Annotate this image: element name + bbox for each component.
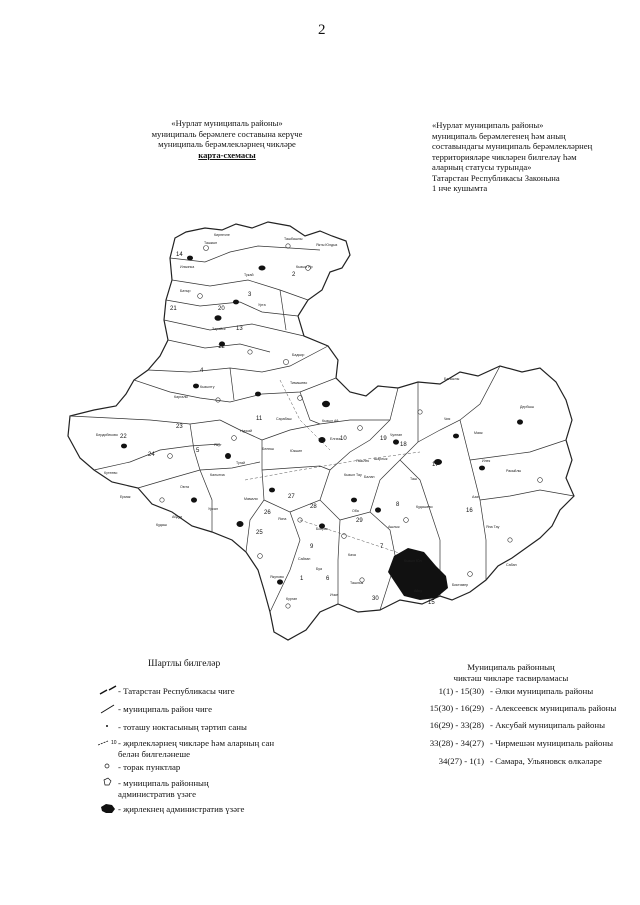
- district-number: 6: [326, 576, 330, 582]
- place-label: Оюта: [180, 485, 190, 489]
- district-number: 20: [218, 306, 225, 312]
- district-number: 25: [256, 530, 263, 536]
- place-label: Ясна: [278, 517, 287, 521]
- place-label: Кызыл Тау: [344, 473, 362, 477]
- district-center-symbol: [98, 776, 120, 790]
- place-label: Кудаш: [156, 523, 167, 527]
- place-label: Ташкын: [204, 241, 218, 245]
- place-labels: [96, 233, 534, 601]
- district-number: 27: [288, 494, 295, 500]
- district-number: 29: [356, 518, 363, 524]
- border-code: 33(28) - 34(27): [429, 738, 484, 748]
- border-row: [390, 738, 620, 752]
- place-label: Юкшин: [290, 449, 303, 453]
- left-title-line: «Нурлат муниципаль районы»: [171, 118, 283, 128]
- place-label: Илек: [482, 459, 491, 463]
- district-number: 7: [380, 544, 384, 550]
- place-label: Бадьир: [292, 353, 305, 357]
- legend-label: - торак пунктлар: [118, 762, 181, 772]
- legend-label: - җирлекнең административ үзәге: [118, 804, 245, 814]
- legend-title: Шартлы билгеләр: [148, 659, 221, 669]
- place-label: Тукай: [244, 273, 254, 277]
- border-description-title: [436, 662, 586, 683]
- right-title-line: Татарстан Республикасы Законына: [432, 172, 560, 183]
- district-number: 8: [396, 502, 400, 508]
- border-neighbor: - Әлки муниципаль районы: [490, 686, 594, 696]
- district-number: 17: [432, 462, 439, 468]
- legend-label: - муниципаль район чиге: [118, 704, 213, 714]
- district-number: 10: [340, 436, 347, 442]
- border-code: 1(1) - 15(30): [438, 686, 484, 696]
- legend-item: [98, 736, 328, 760]
- right-title-line: 1 нче кушымта: [432, 183, 488, 193]
- right-title-line: аларның статусы турында»: [432, 162, 532, 172]
- place-label: Калынча: [210, 473, 225, 477]
- place-label: Кудашево: [416, 505, 433, 509]
- legend-item: [98, 720, 328, 736]
- place-label: Кызыл Юл: [404, 559, 422, 563]
- republic-border-symbol: [98, 684, 120, 698]
- place-label: Дербыш: [520, 405, 534, 409]
- legend-item: [98, 684, 328, 700]
- border-code: 34(27) - 1(1): [438, 756, 484, 766]
- district-number: 22: [120, 434, 127, 440]
- border-neighbor: - Чирмешән муниципаль районы: [490, 738, 613, 748]
- place-label: Каргалы: [174, 395, 189, 399]
- legend-item: [98, 702, 328, 718]
- place-label: Сайхан: [298, 557, 311, 561]
- legend-label: - тоташу ноктасының тәртип саны: [118, 722, 247, 732]
- place-label: Абдул: [172, 515, 183, 519]
- place-label: Белюш: [262, 447, 274, 451]
- place-label: Якут: [214, 443, 222, 447]
- place-label: Урсал: [208, 507, 219, 511]
- place-label: Маяк: [474, 431, 483, 435]
- district-number: 30: [372, 596, 379, 602]
- page-number: 2: [318, 22, 326, 38]
- right-title-line: муниципаль берәмлегенең һәм аның: [432, 130, 566, 141]
- border-row: [390, 756, 620, 770]
- place-label: Курган: [286, 597, 298, 601]
- place-label: Якты Юлдыз: [316, 243, 338, 247]
- place-label: Кызыл Ай: [322, 419, 339, 423]
- place-label: Айсу: [414, 589, 422, 593]
- border-neighbor: - Алексеевск муниципаль районы: [490, 703, 617, 713]
- legend-label: [118, 738, 274, 759]
- place-label: Кача: [348, 553, 356, 557]
- place-label: Кызыл Яр: [296, 265, 313, 269]
- district-number: 14: [176, 252, 183, 258]
- legend-label-line: административ үзәге: [118, 788, 197, 799]
- settlement-border-symbol: [98, 736, 120, 750]
- place-label: Тимашево: [290, 381, 308, 385]
- border-row: [390, 686, 620, 700]
- map-kind-title: карта-схемасы: [198, 149, 256, 160]
- district-number: 13: [236, 326, 243, 332]
- district-border-symbol: [98, 702, 120, 716]
- district-number: 1: [300, 576, 304, 582]
- border-row: [390, 720, 620, 734]
- settlement-center-symbol: [98, 802, 120, 816]
- place-label: Кирпечле: [214, 233, 230, 237]
- place-label: Чия: [444, 417, 451, 421]
- turning-point-symbol: [98, 720, 120, 734]
- district-number: 28: [310, 504, 317, 510]
- district-number: 16: [466, 508, 473, 514]
- right-title-line: «Нурлат муниципаль районы»: [432, 120, 544, 130]
- place-label: Яна Тау: [486, 525, 500, 529]
- right-title-line: составындагы муниципаль берәмлекләрнең: [432, 141, 593, 151]
- legend-label-line: - җирлекләрнең чикләре һәм аларның сан: [118, 738, 275, 748]
- district-number: 3: [248, 292, 252, 298]
- place-label: Ташбашлы: [284, 237, 303, 241]
- border-code: 15(30) - 16(29): [429, 703, 484, 713]
- district-number: 2: [292, 272, 296, 278]
- district-number: 21: [170, 306, 177, 312]
- place-label: Ракыйлы: [506, 469, 522, 473]
- district-outline: [68, 222, 574, 640]
- place-label: Нуркай: [240, 429, 253, 433]
- place-label: Буа: [316, 567, 323, 571]
- border-neighbor: - Самара, Ульяновск өлкәләре: [490, 756, 602, 766]
- district-number: 18: [400, 442, 407, 448]
- place-label: Мамали: [244, 497, 258, 501]
- place-label: Якупово: [270, 575, 284, 579]
- place-label: Кызылту: [200, 385, 215, 389]
- settlement-borders: [70, 246, 574, 612]
- place-label: Елгачы: [330, 437, 343, 441]
- border-row: [390, 703, 620, 717]
- place-label: Ашлык: [388, 525, 400, 529]
- place-label: Оба: [352, 509, 359, 513]
- place-label: Ташлык: [350, 581, 364, 585]
- district-number: 15: [428, 600, 435, 606]
- legend-label: [118, 778, 209, 799]
- place-label: Азат: [472, 495, 480, 499]
- district-number: 4: [200, 368, 204, 374]
- district-number: 11: [256, 416, 263, 422]
- district-number: 23: [176, 424, 183, 430]
- place-label: Таш: [410, 477, 417, 481]
- border-title-line: Муниципаль районның: [467, 662, 555, 672]
- place-label: Ермак: [120, 495, 131, 499]
- district-number: 12: [218, 344, 225, 350]
- legend-item: [98, 802, 328, 818]
- legend-label-line: белән билгеләнеше: [118, 748, 191, 759]
- svg-text:10: 10: [111, 740, 117, 746]
- legend-item: [98, 760, 328, 776]
- legend-label-line: - муниципаль районның: [118, 778, 209, 788]
- place-label: Сабан: [506, 563, 517, 567]
- place-label: Боерак: [316, 527, 328, 531]
- place-label: Биктимер: [452, 583, 469, 587]
- district-number: 5: [196, 448, 200, 454]
- place-label: Ильинка: [180, 265, 195, 269]
- district-number: 26: [264, 510, 271, 516]
- place-label: Зарайск: [212, 327, 226, 331]
- place-label: Батыр: [180, 289, 191, 293]
- place-label: Яшьлек: [356, 459, 370, 463]
- place-label: Бердибеково: [96, 433, 118, 437]
- border-code: 16(29) - 33(28): [429, 720, 484, 730]
- place-label: Кутеево: [104, 471, 118, 475]
- place-label: Урта: [258, 303, 266, 307]
- left-title-line: муниципаль берәмлеге составына керүче: [151, 128, 303, 139]
- district-number: 9: [310, 544, 314, 550]
- border-neighbor: - Аксубай муниципаль районы: [490, 720, 606, 730]
- left-title-line: муниципаль берәмлекләрнең чикләре: [158, 139, 296, 149]
- place-label: Ичке: [330, 593, 339, 597]
- border-title-line: чиктәш чикләре тасвирламасы: [453, 672, 569, 683]
- place-label: Балыклы: [444, 377, 460, 381]
- locality-symbol: [98, 760, 120, 774]
- legend-label: - Татарстан Республикасы чиге: [118, 686, 235, 696]
- place-label: Балан: [364, 475, 375, 479]
- place-label: Тугай: [236, 461, 246, 465]
- place-label: Сарабаш: [276, 417, 292, 421]
- right-title-line: территорияләре чикләрен билгеләү һәм: [432, 151, 577, 162]
- place-label: Чулпан: [390, 433, 403, 437]
- district-number: 24: [148, 452, 155, 458]
- road-lines: [245, 380, 420, 560]
- place-label: Шарлык: [374, 457, 388, 461]
- legend-item: [98, 776, 328, 800]
- district-number: 19: [380, 436, 387, 442]
